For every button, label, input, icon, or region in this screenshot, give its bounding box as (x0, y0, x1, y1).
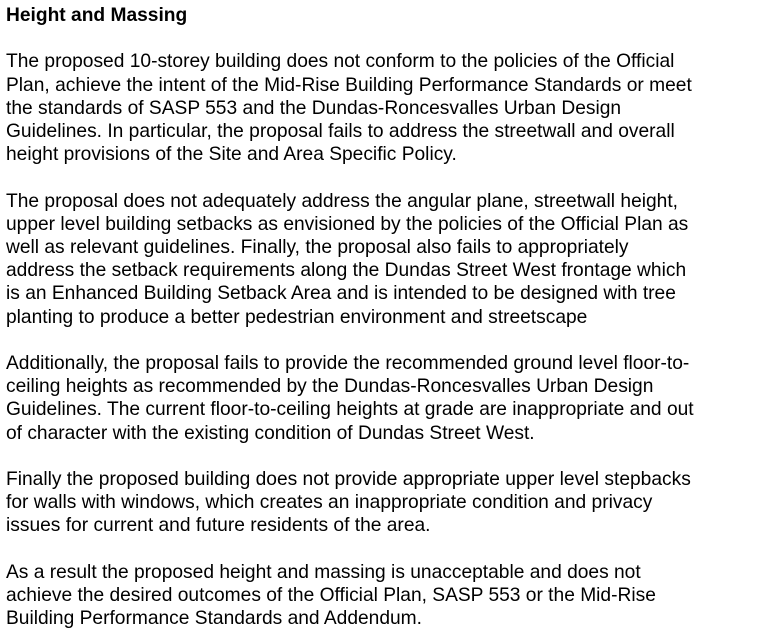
text-line: Building Performance Standards and Addendum. (6, 608, 422, 630)
paragraph-conformance (6, 50, 754, 166)
text-line: Guidelines. The current floor-to-ceiling heights at grade are inappropriate and out (6, 399, 694, 421)
section-heading: Height and Massing (6, 5, 188, 26)
paragraph-stepbacks (6, 468, 754, 538)
text-line: address the setback requirements along the Dundas Street West frontage which (6, 260, 687, 282)
text-line: of character with the existing condition of Dundas Street West. (6, 422, 535, 444)
text-line: achieve the desired outcomes of the Official Plan, SASP 553 or the Mid-Rise (6, 585, 656, 606)
paragraph-conclusion (6, 561, 754, 631)
text-line: height provisions of the Site and Area Specific Policy. (6, 144, 457, 166)
paragraph-angular-plane (6, 190, 754, 329)
text-line: Guidelines. In particular, the proposal fails to address the streetwall and overall (6, 121, 675, 142)
text-line: for walls with windows, which creates an inappropriate condition and privacy (6, 492, 653, 514)
text-line: ceiling heights as recommended by the Dundas-Roncesvalles Urban Design (6, 376, 654, 398)
text-line: Additionally, the proposal fails to provide the recommended ground level floor-to- (6, 353, 690, 374)
paragraph-floor-to-ceiling (6, 352, 754, 445)
text-line: The proposal does not adequately address the angular plane, streetwall height, (6, 190, 679, 212)
text-line: upper level building setbacks as envisioned by the policies of the Official Plan as (6, 213, 689, 235)
text-line: well as relevant guidelines. Finally, the proposal also fails to appropriately (6, 237, 629, 258)
text-line: Finally the proposed building does not provide appropriate upper level stepbacks (6, 469, 691, 490)
text-line: planting to produce a better pedestrian environment and streetscape (6, 306, 588, 328)
text-line: The proposed 10-storey building does not conform to the policies of the Official (6, 51, 675, 73)
document-body (6, 4, 754, 630)
text-line: the standards of SASP 553 and the Dundas-Roncesvalles Urban Design (6, 97, 622, 119)
text-line: Plan, achieve the intent of the Mid-Rise Building Performance Standards or meet (6, 74, 692, 96)
text-line: issues for current and future residents of the area. (6, 515, 431, 537)
text-line: As a result the proposed height and massing is unacceptable and does not (6, 561, 641, 583)
text-line: is an Enhanced Building Setback Area and is intended to be designed with tree (6, 283, 676, 305)
